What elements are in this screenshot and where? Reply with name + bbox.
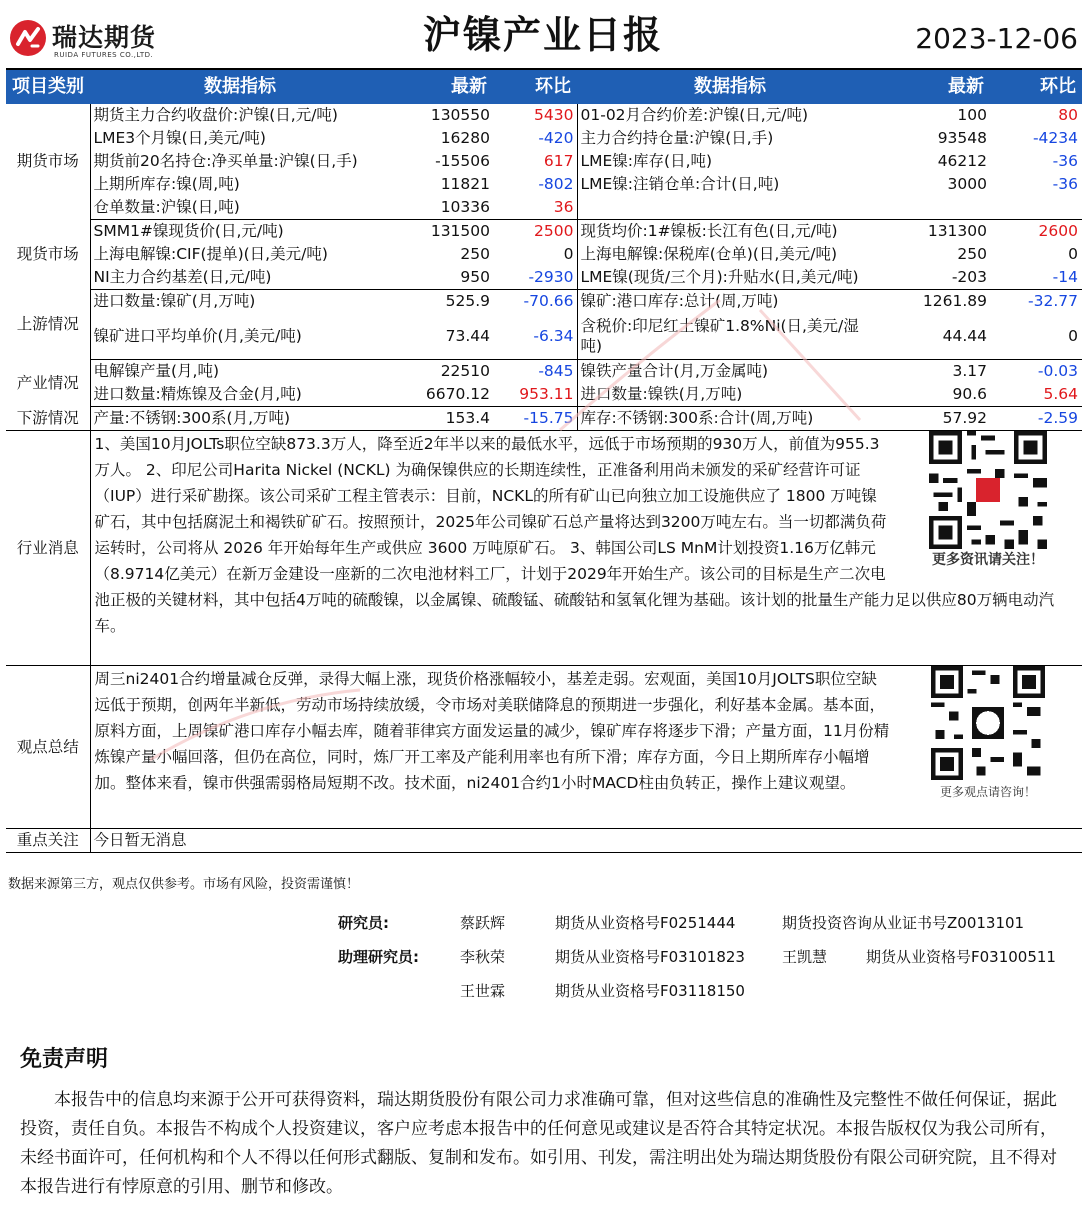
table-row — [6, 290, 1082, 314]
indicator-name: 镍矿进口平均单价(月,美元/吨) — [90, 313, 390, 360]
news-category: 行业消息 — [6, 431, 90, 666]
latest-value: 16280 — [440, 129, 490, 147]
change-value: -802 — [493, 173, 577, 196]
wechat-qr-code-icon — [931, 666, 1045, 780]
change-value: -6.34 — [493, 313, 577, 360]
latest-value: 11821 — [440, 175, 490, 193]
news-cell — [90, 431, 1082, 666]
change-value: -845 — [493, 360, 577, 384]
indicator-name: 仓单数量:沪镍(日,吨) — [90, 196, 390, 220]
indicator-name: 镍铁产量合计(月,万金属吨) — [580, 362, 769, 380]
change-value: -0.03 — [1037, 362, 1078, 380]
section-category: 期货市场 — [6, 104, 90, 220]
indicator-name — [577, 196, 883, 220]
header-indicator-2: 数据指标 — [577, 69, 883, 104]
change-value: 5.64 — [990, 383, 1082, 407]
indicator-name: 产量:不锈钢:300系(月,万吨) — [90, 407, 390, 431]
data-table — [6, 68, 1082, 853]
table-row — [6, 104, 1082, 127]
change-value: 2600 — [1038, 222, 1078, 240]
latest-value: 22510 — [440, 362, 490, 380]
latest-value: 250 — [460, 245, 490, 263]
header-indicator: 数据指标 — [90, 69, 390, 104]
report-header — [0, 0, 1086, 68]
indicator-name: LME3个月镍(日,美元/吨) — [93, 129, 266, 147]
latest-value: 44.44 — [883, 313, 990, 360]
disclaimer-title: 免责声明 — [20, 1047, 109, 1072]
researcher-cert: 期货从业资格号F0251444 — [555, 914, 736, 932]
change-value: 953.11 — [493, 383, 577, 407]
change-value: -36 — [1052, 152, 1078, 170]
assistant-label: 助理研究员: — [338, 948, 419, 966]
latest-value: 46212 — [937, 152, 987, 170]
news-row — [6, 431, 1082, 666]
report-date: 2023-12-06 — [915, 22, 1078, 55]
table-row — [6, 196, 1082, 220]
indicator-name: 上期所库存:镍(周,吨) — [93, 175, 240, 193]
change-value: -4234 — [1032, 129, 1078, 147]
staff-block — [0, 908, 1086, 1010]
indicator-name: LME镍(现货/三个月):升贴水(日,美元/吨) — [577, 266, 883, 290]
change-value: 36 — [493, 196, 577, 220]
latest-value: 6670.12 — [390, 383, 493, 407]
news-qr-block — [898, 431, 1078, 569]
header-change: 环比 — [493, 69, 577, 104]
focus-text: 今日暂无消息 — [90, 829, 1082, 853]
change-value: 0 — [990, 313, 1082, 360]
latest-value: 93548 — [937, 129, 987, 147]
indicator-name: 期货前20名持仓:净买单量:沪镍(日,手) — [93, 152, 358, 170]
latest-value: 57.92 — [883, 407, 990, 431]
change-value: 617 — [493, 150, 577, 173]
change-value: -70.66 — [493, 290, 577, 314]
summary-qr-block — [898, 666, 1078, 800]
logo-chinese-name: 瑞达期货 — [52, 23, 157, 52]
latest-value: 525.9 — [445, 292, 490, 310]
change-value: 80 — [1058, 106, 1078, 124]
source-note: 数据来源第三方，观点仅供参考。市场有风险，投资需谨慎！ — [8, 877, 360, 892]
latest-value: 131500 — [430, 222, 490, 240]
latest-value — [883, 196, 990, 220]
indicator-name: 进口数量:精炼镍及合金(月,吨) — [90, 383, 390, 407]
change-value: -15.75 — [493, 407, 577, 431]
indicator-name: 进口数量:镍铁(月,万吨) — [577, 383, 883, 407]
indicator-name: 01-02月合约价差:沪镍(日,元/吨) — [580, 106, 809, 124]
table-row — [6, 220, 1082, 244]
header-latest: 最新 — [390, 69, 493, 104]
section-category: 下游情况 — [6, 407, 90, 431]
researcher-row — [0, 908, 1086, 942]
table-row — [6, 360, 1082, 384]
focus-row — [6, 829, 1082, 853]
latest-value: -203 — [883, 266, 990, 290]
latest-value: 130550 — [430, 106, 490, 124]
latest-value: 3.17 — [952, 362, 987, 380]
change-value — [990, 196, 1082, 220]
disclaimer-body: 本报告中的信息均来源于公开可获得资料，瑞达期货股份有限公司力求准确可靠，但对这些信息的准确性及完整性不做任何保证，据此投资，责任自负。本报告不构成个人投资建议，客户应考虑本报告中的任何意见或建议是否符合其特定状况。本报告版权仅为我公司所有，未经书面许可，任何机构和个人不得以任何形式翻版、复制和发布。如引用、刊发，需注明出处为瑞达期货股份有限公司研究院，且不得对本报告进行有悖原意的引用、删节和修改。 — [20, 1090, 1057, 1197]
summary-text: 周三ni2401合约增量减仓反弹，录得大幅上涨，现货价格涨幅较小，基差走弱。宏观面，美国10月JOLTS职位空缺远低于预期，创两年半新低，劳动市场持续放缓，令市场对美联储降息的预期进一步强化，利好基本金属。基本面，原料方面，上周镍矿港口库存小幅去库，随着菲律宾方面发运量的减少，镍矿库存将逐步下滑；产量方面，11月份精炼镍产量小幅回落，但仍在高位，同时，炼厂开工率及产能利用率也有所下滑；库存方面，今日上期所库存小幅增加。整体来看，镍市供强需弱格局短期不改。技术面，ni2401合约1小时MACD柱由负转正，操作上建议观望。 — [94, 670, 890, 792]
report-title: 沪镍产业日报 — [422, 13, 663, 57]
assistant-name: 李秋荣 — [460, 948, 506, 966]
header-latest-2: 最新 — [883, 69, 990, 104]
latest-value: 950 — [390, 266, 493, 290]
header-category: 项目类别 — [6, 69, 90, 104]
change-value: 5430 — [493, 104, 577, 127]
news-qr-caption: 更多资讯请关注！ — [932, 552, 1044, 568]
qr-code-icon — [928, 431, 1048, 549]
table-row — [6, 243, 1082, 266]
indicator-name: LME镍:库存(日,吨) — [580, 152, 713, 170]
latest-value: 100 — [957, 106, 987, 124]
latest-value: -15506 — [435, 152, 490, 170]
change-value: -2930 — [493, 266, 577, 290]
indicator-name: 电解镍产量(月,吨) — [93, 362, 220, 380]
change-value: 0 — [1068, 245, 1078, 263]
summary-cell — [90, 666, 1082, 829]
assistant-name: 王凯慧 — [782, 948, 828, 966]
table-row — [6, 150, 1082, 173]
change-value: -420 — [493, 127, 577, 150]
assistant-row-2 — [0, 976, 1086, 1010]
summary-category: 观点总结 — [6, 666, 90, 829]
change-value: -14 — [990, 266, 1082, 290]
section-category: 产业情况 — [6, 360, 90, 407]
header-change-2: 环比 — [990, 69, 1082, 104]
table-row — [6, 407, 1082, 431]
section-category: 上游情况 — [6, 290, 90, 360]
table-row — [6, 173, 1082, 196]
table-row — [6, 127, 1082, 150]
table-row — [6, 383, 1082, 407]
table-row — [6, 266, 1082, 290]
researcher-advisory-cert: 期货投资咨询从业证书号Z0013101 — [782, 914, 1025, 932]
latest-value: 90.6 — [883, 383, 990, 407]
logo-english-name: RUIDA FUTURES CO.,LTD. — [54, 51, 154, 59]
indicator-name: 含税价:印尼红土镍矿1.8%Ni(日,美元/湿吨) — [577, 313, 883, 360]
indicator-name: 现货均价:1#镍板:长江有色(日,元/吨) — [580, 222, 838, 240]
researcher-name: 蔡跃辉 — [460, 914, 506, 932]
change-value: 2500 — [493, 220, 577, 244]
change-value: 0 — [493, 243, 577, 266]
section-category: 现货市场 — [6, 220, 90, 290]
latest-value: 131300 — [927, 222, 987, 240]
news-text: 1、美国10月JOLTs职位空缺873.3万人，降至近2年半以来的最低水平，远低于市场预期的930万人，前值为955.3万人。 2、印尼公司Harita Nickel (NCKL) 为确保镍供应的长期连续性，正准备利用尚未颁发的采矿经营许可证（IUP）进行采矿勘探。该公司采矿工程主管表示：目前，NCKL的所有矿山已向独立加工设施供应了 1800 万吨镍矿石，其中包括腐泥土和褐铁矿矿石。按照预计，2025年公司镍矿石总产量将达到3200万吨左右。当一切都满负荷运转时，公司将从 2026 年开始每年生产或供应 3600 万吨原矿石。 3、韩国公司LS MnM计划投资1.16万亿韩元（8.9714亿美元）在新万金建设一座新的二次电池材料工厂，计划于2029年开始生产。该公司的目标是生产二次电池正极的关键材料，其中包括4万吨的硫酸镍，以金属镍、硫酸锰、硫酸钴和氢氧化锂为基础。该计划的批量生产能力足以供应80万辆电动汽车。 — [94, 435, 1055, 635]
assistant-row-1 — [0, 942, 1086, 976]
table-header-row — [6, 69, 1082, 104]
assistant-cert: 期货从业资格号F03101823 — [555, 948, 745, 966]
indicator-name: 上海电解镍:保税库(仓单)(日,美元/吨) — [580, 245, 838, 263]
change-value: -32.77 — [1028, 292, 1078, 310]
indicator-name: 期货主力合约收盘价:沪镍(日,元/吨) — [93, 106, 338, 124]
latest-value: 3000 — [947, 175, 987, 193]
indicator-name: 主力合约持仓量:沪镍(日,手) — [580, 129, 774, 147]
assistant-cert: 期货从业资格号F03118150 — [555, 982, 745, 1000]
indicator-name: NI主力合约基差(日,元/吨) — [90, 266, 390, 290]
indicator-name: LME镍:注销仓单:合计(日,吨) — [580, 175, 780, 193]
indicator-name: 镍矿:港口库存:总计(周,万吨) — [580, 292, 779, 310]
change-value: -2.59 — [990, 407, 1082, 431]
indicator-name: 库存:不锈钢:300系:合计(周,万吨) — [577, 407, 883, 431]
assistant-cert: 期货从业资格号F03100511 — [866, 948, 1056, 966]
table-row — [6, 313, 1082, 360]
latest-value: 73.44 — [390, 313, 493, 360]
indicator-name: 进口数量:镍矿(月,万吨) — [93, 292, 256, 310]
summary-row — [6, 666, 1082, 829]
assistant-name: 王世霖 — [460, 982, 506, 1000]
indicator-name: SMM1#镍现货价(日,元/吨) — [93, 222, 284, 240]
researcher-label: 研究员: — [338, 914, 389, 932]
latest-value: 153.4 — [390, 407, 493, 431]
focus-category: 重点关注 — [6, 829, 90, 853]
change-value: -36 — [1052, 175, 1078, 193]
latest-value: 10336 — [390, 196, 493, 220]
summary-qr-caption: 更多观点请咨询！ — [939, 785, 1036, 799]
indicator-name: 上海电解镍:CIF(提单)(日,美元/吨) — [93, 245, 328, 263]
latest-value: 1261.89 — [922, 292, 987, 310]
latest-value: 250 — [957, 245, 987, 263]
